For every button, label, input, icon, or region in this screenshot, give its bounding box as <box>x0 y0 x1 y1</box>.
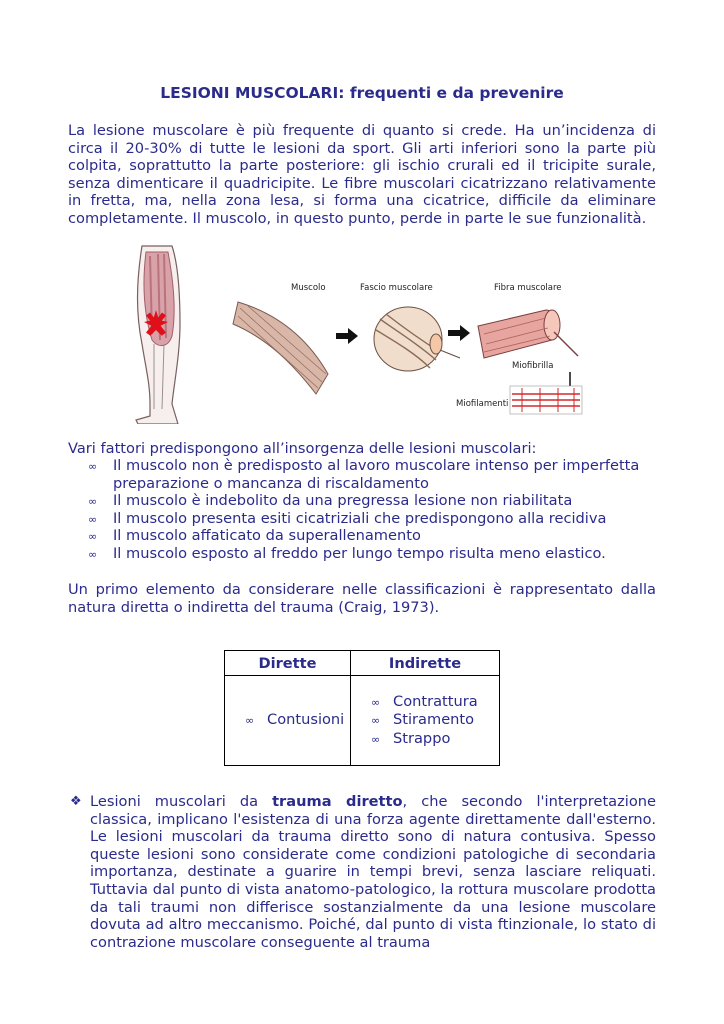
infinity-bullet-icon: ∞ <box>88 547 98 561</box>
factors-list <box>88 457 658 563</box>
infinity-bullet-icon: ∞ <box>371 695 381 709</box>
list-item: ∞ Il muscolo è indebolito da una pregressa lesione non riabilitata <box>88 492 573 510</box>
infinity-bullet-icon: ∞ <box>88 460 98 473</box>
table-header-dirette: Dirette <box>225 651 351 676</box>
muscle-diagram <box>233 283 328 394</box>
fascicle-diagram <box>360 283 460 371</box>
infinity-bullet-icon: ∞ <box>245 714 255 728</box>
label-miofibrilla: Miofibrilla <box>512 361 554 371</box>
direct-trauma-text: Lesioni muscolari da trauma diretto, che secondo l'interpretazione classica, implicano l'esistenza di una forza agente direttamente dall'esterno. Le lesioni muscolari da trauma diretto sono di natura contusiva. Spesso queste lesioni sono considerate come condizioni patologiche di secondaria importanza, destinate a guarire in tempi brevi, senza lasciare reliquati. Tuttavia dal punto di vista anatomo-patologico, la rottura muscolare prodotta da tali traumi non differisce sostanzialmente da una lesione muscolare dovuta ad altro meccanismo. Poiché, dal punto di vista ftinzionale, lo stato di contrazione muscolare conseguente al trauma <box>90 793 656 951</box>
trauma-classification-table <box>224 650 500 766</box>
intro-paragraph: La lesione muscolare è più frequente di quanto si crede. Ha un’incidenza di circa il 20-30% di tutte le lesioni da sport. Gli arti inferiori sono la parte più colpita, soprattutto la parte posteriore: gli ischio crurali ed il tricipite surale, senza dimenticare il quadricipite. Le fibre muscolari cicatrizzano relativamente in fretta, ma, nella zona lesa, si forma una cicatrice, difficile da eliminare completamente. Il muscolo, in questo punto, perde in parte le sue funzionalità. <box>68 122 656 227</box>
infinity-bullet-icon: ∞ <box>88 495 98 509</box>
list-item: ∞ Il muscolo affaticato da superallenamento <box>88 527 421 545</box>
infinity-bullet-icon: ∞ <box>88 512 98 526</box>
bold-term: trauma diretto <box>272 793 403 810</box>
infinity-bullet-icon: ∞ <box>371 714 381 728</box>
label-muscolo: Muscolo <box>291 283 326 293</box>
list-item: ∞ Contrattura <box>371 692 478 710</box>
myofilaments-diagram <box>456 386 582 414</box>
list-item: ∞ Contusioni <box>245 711 345 729</box>
arrow-right-icon <box>448 325 470 341</box>
page-title: LESIONI MUSCOLARI: frequenti e da prevenire <box>160 84 564 102</box>
label-fascio: Fascio muscolare <box>360 283 433 293</box>
table-cell-indirette <box>351 676 500 766</box>
diamond-bullet-icon: ❖ <box>70 794 82 809</box>
factors-intro: Vari fattori predispongono all’insorgenza delle lesioni muscolari: <box>68 440 537 457</box>
label-miofilamenti: Miofilamenti <box>456 399 509 409</box>
list-item: ∞ Strappo <box>371 729 451 747</box>
fiber-diagram <box>478 283 578 394</box>
infinity-bullet-icon: ∞ <box>88 530 98 544</box>
direct-trauma-section <box>68 793 656 951</box>
table-header-indirette: Indirette <box>351 651 500 676</box>
list-item: ∞ Il muscolo non è predisposto al lavoro muscolare intenso per imperfetta preparazione o mancanza di riscaldamento <box>88 457 640 492</box>
list-item: ∞ Il muscolo presenta esiti cicatriziali che predispongono alla recidiva <box>88 509 607 527</box>
table-cell-dirette <box>225 676 351 766</box>
arrow-right-icon <box>336 328 358 344</box>
muscle-structure-illustration <box>128 244 598 424</box>
list-item: ∞ Il muscolo esposto al freddo per lungo tempo risulta meno elastico. <box>88 544 606 562</box>
infinity-bullet-icon: ∞ <box>371 732 381 746</box>
classification-paragraph: Un primo elemento da considerare nelle classificazioni è rappresentato dalla natura diretta o indiretta del trauma (Craig, 1973). <box>68 581 656 616</box>
list-item: ∞ Stiramento <box>371 711 475 729</box>
leg-illustration <box>136 246 180 424</box>
label-fibra: Fibra muscolare <box>494 283 562 293</box>
